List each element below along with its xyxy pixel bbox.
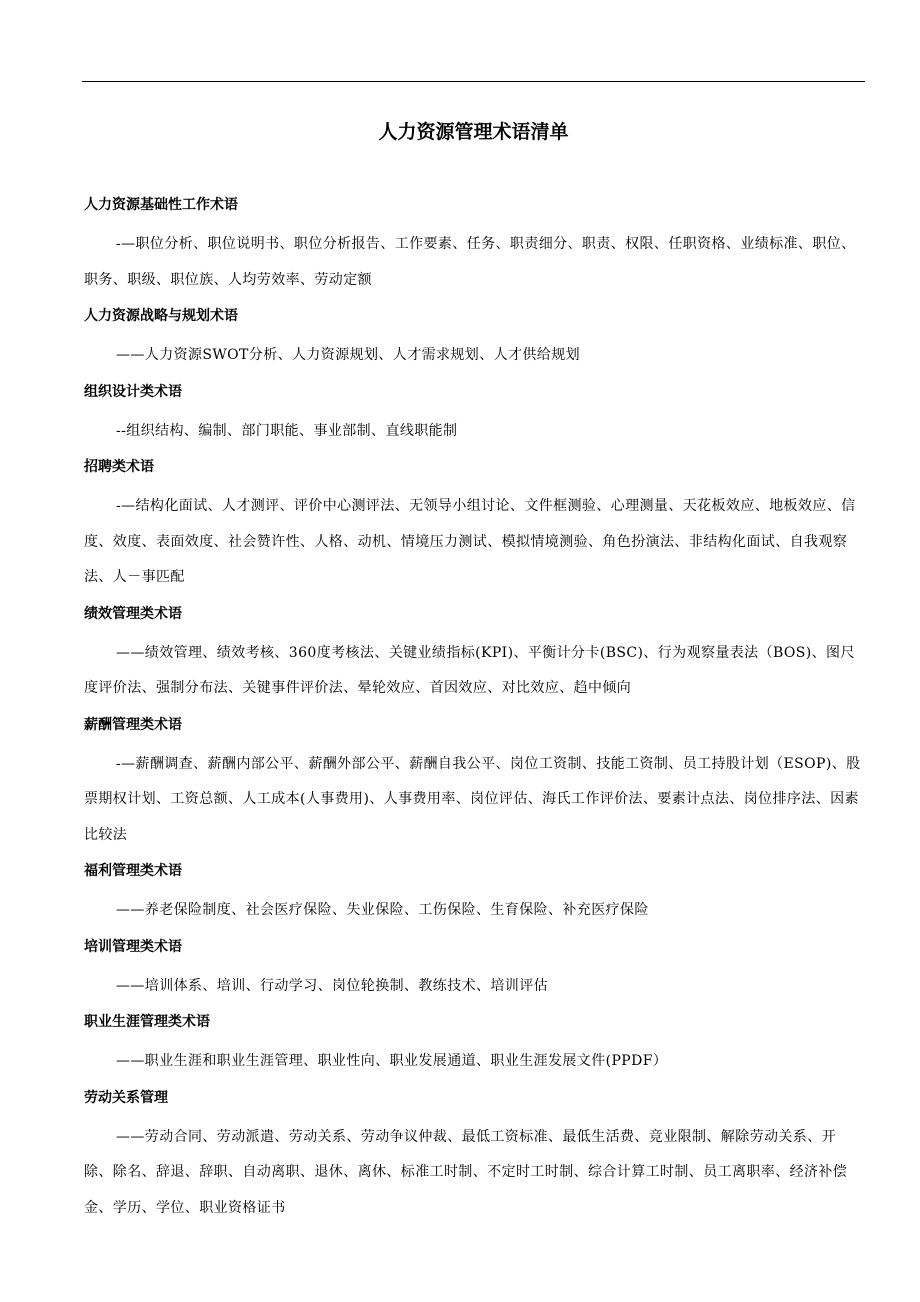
section-heading: 职业生涯管理类术语 <box>84 1014 210 1030</box>
section-heading: 招聘类术语 <box>84 459 154 475</box>
section-heading: 人力资源战略与规划术语 <box>84 308 238 324</box>
section-heading: 劳动关系管理 <box>84 1089 168 1106</box>
section-body: -—薪酬调查、薪酬内部公平、薪酬外部公平、薪酬自我公平、岗位工资制、技能工资制、员工持股计划（ESOP)、股票期权计划、工资总额、人工成本(人事费用)、人事费用率、岗位评估、海氏工作评价法、要素计点法、岗位排序法、因素比较法 <box>84 755 861 843</box>
section-body: ——培训体系、培训、行动学习、岗位轮换制、教练技术、培训评估 <box>116 977 548 994</box>
section-body: -—职位分析、职位说明书、职位分析报告、工作要素、任务、职责细分、职责、权限、任职资格、业绩标准、职位、职务、职级、职位族、人均劳效率、劳动定额 <box>84 236 856 288</box>
section-labor-relations <box>84 1085 864 1227</box>
section-welfare <box>84 858 864 929</box>
section-heading: 绩效管理类术语 <box>84 605 182 622</box>
section-heading: 组织设计类术语 <box>84 383 182 400</box>
section-hr-strategy <box>84 303 864 374</box>
section-heading: 培训管理类术语 <box>84 938 182 955</box>
section-heading: 薪酬管理类术语 <box>84 716 182 733</box>
section-body: ——劳动合同、劳动派遣、劳动关系、劳动争议仲裁、最低工资标准、最低生活费、竞业限制、解除劳动关系、开除、除名、辞退、辞职、自动离职、退休、离休、标准工时制、不定时工时制、综合计算工时制、员工离职率、经济补偿金、学历、学位、职业资格证书 <box>84 1128 848 1216</box>
header-rule <box>82 81 865 82</box>
page-title: 人力资源管理术语清单 <box>378 121 569 143</box>
document-content <box>84 192 864 1231</box>
section-heading: 人力资源基础性工作术语 <box>84 197 238 213</box>
section-career <box>84 1009 864 1080</box>
section-org-design <box>84 379 864 450</box>
section-hr-basic <box>84 192 864 298</box>
section-compensation <box>84 712 864 854</box>
section-recruitment <box>84 454 864 596</box>
section-body: -—结构化面试、人才测评、评价中心测评法、无领导小组讨论、文件框测验、心理测量、天花板效应、地板效应、信度、效度、表面效度、社会赞许性、人格、动机、情境压力测试、模拟情境测验、角色扮演法、非结构化面试、自我观察法、人－事匹配 <box>84 498 856 585</box>
section-performance <box>84 601 864 707</box>
section-body: ——绩效管理、绩效考核、360度考核法、关键业绩指标(KPI)、平衡计分卡(BSC)、行为观察量表法（BOS)、图尺度评价法、强制分布法、关键事件评价法、晕轮效应、首因效应、对比效应、趋中倾向 <box>84 644 855 696</box>
section-body: ——职业生涯和职业生涯管理、职业性向、职业发展通道、职业生涯发展文件(PPDF） <box>116 1053 668 1069</box>
section-body: ——养老保险制度、社会医疗保险、失业保险、工伤保险、生育保险、补充医疗保险 <box>116 902 649 918</box>
section-body: --组织结构、编制、部门职能、事业部制、直线职能制 <box>116 422 458 439</box>
section-heading: 福利管理类术语 <box>84 863 182 879</box>
section-training <box>84 934 864 1005</box>
section-body: ——人力资源SWOT分析、人力资源规划、人才需求规划、人才供给规划 <box>116 347 580 363</box>
